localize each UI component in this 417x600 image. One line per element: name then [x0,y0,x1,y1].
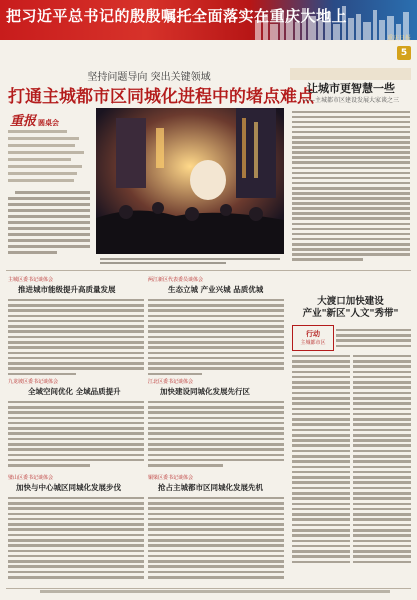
action-label: 行动 [306,330,320,338]
section-headline: 推进城市能级提升高质量发展 [18,285,116,294]
section-body [148,296,284,378]
action-stamp [292,325,334,351]
photo-caption [100,256,280,266]
section-body [148,494,284,581]
section-body [148,398,284,469]
section-divider [6,270,411,271]
section-headline: 抢占主城都市区同城化发展先机 [158,483,263,492]
section-body [8,296,144,378]
section-body [8,494,144,581]
top-banner [0,0,417,40]
right-lower-body-right [353,352,411,566]
brand-mark: 重庆日报 [386,35,411,42]
section-tag: 两江新区代表委员谈体会 [148,277,204,283]
right-feature-band [290,68,411,80]
right-lower-title-line2: 产业"新区"人文"秀带" [302,308,399,319]
participants-list [8,126,92,186]
photo-illustration [96,108,284,254]
section-tag: 璧山区委书记谈体会 [8,475,54,481]
section-headline: 加快与中心城区同城化发展步伐 [16,483,121,492]
right-lower-title [290,296,411,320]
section-tag: 铜梁区委书记谈体会 [148,475,194,481]
column-logo-sub: 圆桌会 [38,118,60,127]
right-lower-body-top [336,326,411,350]
column-logo-text: 重报 [10,114,37,129]
footer-rule [6,588,411,589]
page-number-badge: 5 [397,46,411,60]
section-tag: 江北区委书记谈体会 [148,379,194,385]
right-feature-subtitle: ——主城都市区建设发展大家谈之三 [302,97,399,104]
section-headline: 全域空间优化 全域品质提升 [28,387,121,396]
section-body [8,398,144,469]
right-feature-body [292,108,410,263]
banner-title: 把习近平总书记的殷殷嘱托全面落实在重庆大地上 [6,7,348,25]
right-feature-title: 让城市更智慧一些 [307,82,395,95]
section-headline: 加快建设同城化发展先行区 [160,387,250,396]
right-lower-title-line1: 大渡口加快建设 [317,296,384,307]
article-headline: 打通主城都市区同城化进程中的堵点难点 [8,87,314,107]
footer-line [40,590,390,593]
intro-paragraph [8,188,90,257]
section-tag: 主城区委书记谈体会 [8,277,54,283]
section-tag: 九龙坡区委书记谈体会 [8,379,59,385]
section-headline: 生态立城 产业兴城 品质优城 [168,285,264,294]
right-lower-body-left [292,352,350,566]
night-street-photo [96,108,284,254]
article-subhead: 坚持问题导向 突出关键领域 [87,72,211,83]
action-sub: 主城都市区 [300,340,326,346]
